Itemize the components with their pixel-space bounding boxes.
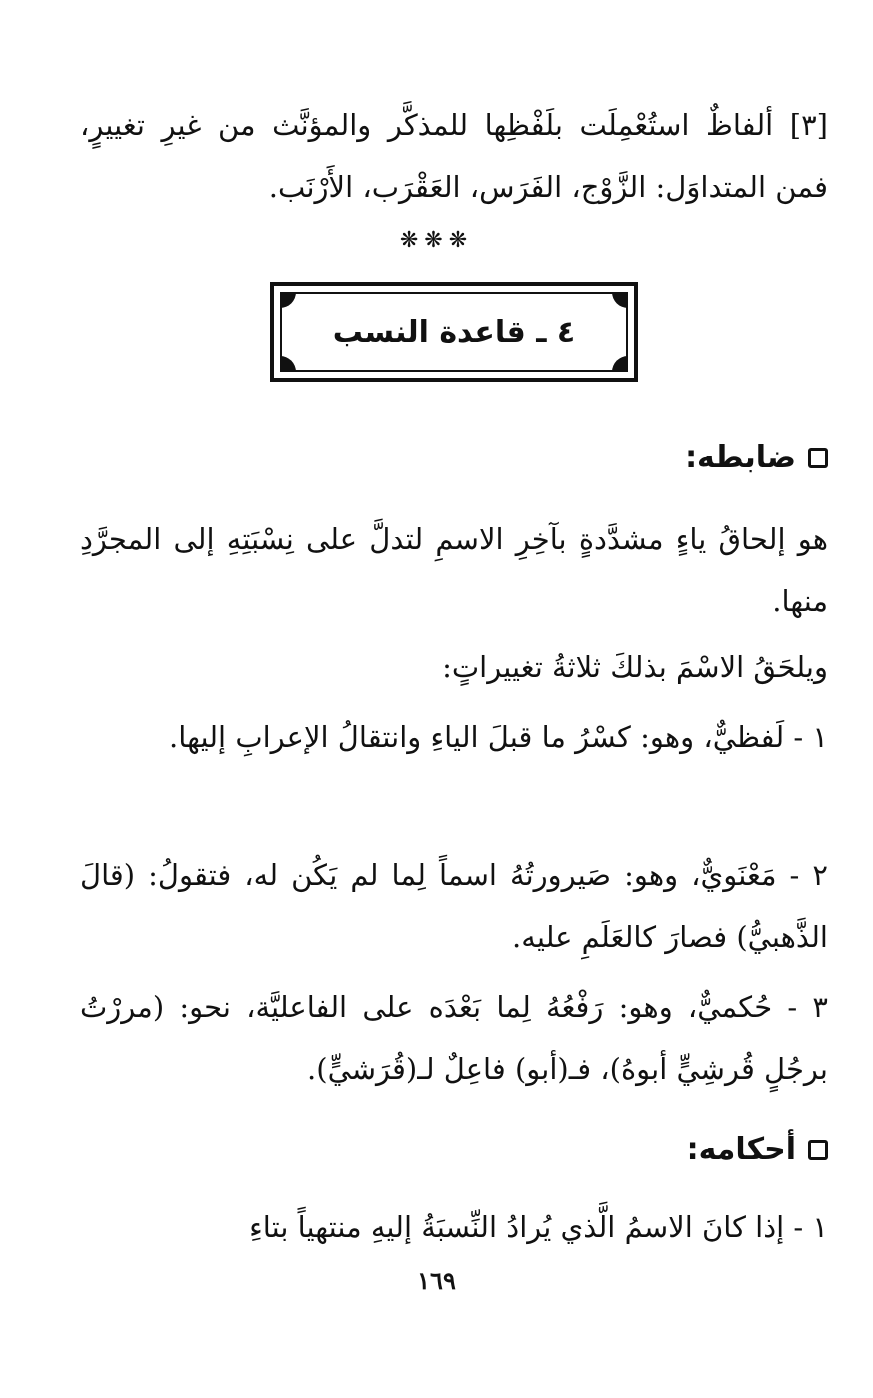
definition-heading-label: ضابطه: [685,440,796,475]
change-item-2: ٢ - مَعْنَويٌّ، وهو: صَيرورتُهُ اسماً لِما لم يَكُن له، فتقولُ: (قالَ الذَّهبيُّ) فصارَ كالعَلَمِ عليه. [80,858,828,954]
change-item-1: ١ - لَفظيٌّ، وهو: كسْرُ ما قبلَ الياءِ وانتقالُ الإعرابِ إليها. [169,720,828,754]
title-frame-inner-border [280,292,628,372]
page-number: ١٦٩ [417,1266,456,1295]
checkbox-square-icon [808,448,828,468]
definition-text: هو إلحاقُ ياءٍ مشدَّدةٍ بآخِرِ الاسمِ لتدلَّ على نِسْبَتِهِ إلى المجرَّدِ منها. [80,522,828,618]
chapter-title: ٤ ـ قاعدة النسب [332,314,576,350]
rules-heading [687,1132,828,1167]
rule-item-1: ١ - إذا كانَ الاسمُ الَّذي يُرادُ النِّسبَةُ إليهِ منتهياً بتاءِ [249,1210,828,1244]
changes-intro: ويلحَقُ الاسْمَ بذلكَ ثلاثةُ تغييراتٍ: [442,650,828,684]
definition-heading [685,440,828,475]
chapter-title-frame [270,282,638,382]
rules-heading-label: أحكامه: [686,1132,796,1167]
section-separator: ❋❋❋ [399,228,474,253]
checkbox-square-icon [808,1140,828,1160]
intro-note: [٣] ألفاظٌ استُعْمِلَت بلَفْظِها للمذكَّر والمؤنَّث من غيرِ تغييرٍ، فمن المتداوَل: الزَّوْج، الفَرَس، العَقْرَب، الأَرْنَب. [80,108,828,204]
change-item-3: ٣ - حُكميٌّ، وهو: رَفْعُهُ لِما بَعْدَه على الفاعليَّة، نحو: (مررْتُ برجُلٍ قُرشِيٍّ أبوهُ)، فـ(أبو) فاعِلٌ لـ(قُرَشيٍّ). [80,990,828,1086]
